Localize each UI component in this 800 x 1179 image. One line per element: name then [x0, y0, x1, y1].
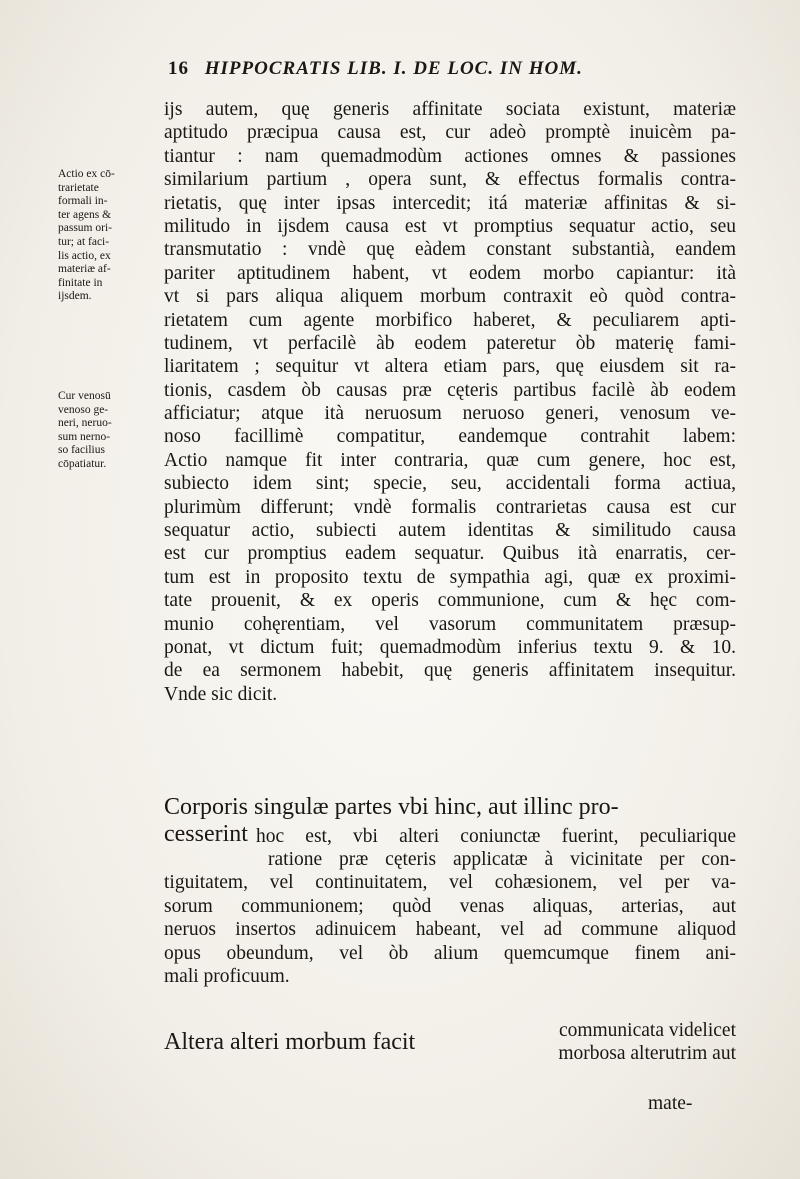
margin-line: tur; at faci-	[58, 235, 110, 248]
text-line: Vnde sic dicit.	[164, 683, 278, 705]
running-header	[168, 58, 728, 80]
text-line: militudo in ijsdem causa est vt promptius sequatur actio, seu	[164, 215, 736, 237]
text-line: tum est in proposito textu de sympathia agi, quæ ex proximi-	[164, 566, 736, 588]
lemma-line: tiguitatem, vel continuitatem, vel cohæsionem, vel per va-	[164, 872, 736, 894]
margin-line: Cur venosū	[58, 390, 111, 402]
text-line: rietatis, quę inter ipsas intercedit; itá materiæ affinitas & si-	[164, 192, 736, 214]
text-line: tiantur : nam quemadmodùm actiones omnes & passiones	[164, 145, 736, 167]
catchword: mate-	[648, 1093, 693, 1114]
margin-line: ter agens &	[58, 208, 112, 221]
text-line: liaritatem ; sequitur vt altera etiam pars, quę eiusdem sit ra-	[164, 356, 736, 378]
lemma-line: ratione præ cęteris applicatæ à vicinitate per con-	[268, 849, 736, 870]
text-line: transmutatio : vndè quę eàdem constant substantià, eandem	[164, 239, 736, 261]
lemma-gloss-start: hoc est, vbi alteri coniunctæ fuerint, peculiarique	[255, 826, 736, 847]
text-line: subiecto idem sint; specie, seu, accidentali forma actiua,	[164, 473, 736, 495]
lemma-line: neruos insertos adinuicem habeant, vel ad commune aliquod	[164, 919, 736, 941]
lemma-block-1	[164, 793, 736, 988]
lemma2-gloss-2: morbosa alterutrim aut	[558, 1043, 736, 1064]
text-line: de ea sermonem habebit, quę generis affinitatem insequitur.	[164, 660, 736, 682]
margin-line: trarietate	[58, 181, 99, 194]
margin-line: Actio ex cō-	[58, 168, 115, 180]
lemma2-gloss: communicata videlicet	[558, 1020, 736, 1041]
lemma-block-2	[164, 1014, 736, 1065]
text-line: similarium partium , opera sunt, & effectus formalis contra-	[164, 169, 736, 191]
main-text	[164, 98, 736, 706]
lemma-heading: Corporis singulæ partes vbi hinc, aut illinc pro-	[164, 794, 619, 820]
text-line: afficiatur; atque ità neruosum neruoso generi, venosum ve-	[164, 403, 736, 425]
text-line: aptitudo præcipua causa est, cur adeò promptè inuicèm pa-	[164, 122, 736, 144]
text-line: ijs autem, quę generis affinitate sociata existunt, materiæ	[164, 99, 736, 120]
margin-line: lis actio, ex	[58, 249, 111, 262]
page-number: 16	[168, 58, 189, 79]
text-line: est cur promptius eadem sequatur. Quibus ità enarratis, cer-	[164, 543, 736, 565]
lemma-line: mali proficuum.	[164, 966, 290, 988]
text-line: vt si pars aliqua aliquem morbum contraxit eò quòd contra-	[164, 286, 736, 308]
text-line: noso facillimè compatitur, eandemque contrahit labem:	[164, 426, 736, 448]
margin-note-1	[58, 168, 158, 304]
lemma-line: opus obeundum, vel òb alium quemcumque finem ani-	[164, 942, 736, 964]
margin-line: venoso ge-	[58, 403, 109, 416]
lemma-mixed-line	[164, 821, 736, 848]
margin-line: formali in-	[58, 195, 108, 208]
running-title: HIPPOCRATIS LIB. I. DE LOC. IN HOM.	[204, 58, 583, 79]
margin-line: so facilius	[58, 444, 105, 457]
lemma2-heading: Altera alteri morbum facit	[164, 1029, 416, 1055]
text-line: sequatur actio, subiecti autem identitas & similitudo causa	[164, 520, 736, 542]
text-line: tate prouenit, & ex operis communione, cum & hęc com-	[164, 590, 736, 612]
text-line: pariter aptitudinem habent, vt eodem morbo capiantur: ità	[164, 262, 736, 284]
margin-line: neri, neruo-	[58, 417, 112, 430]
text-line: tudinem, vt perfacilè àb eodem pateretur òb materię fami-	[164, 332, 736, 354]
margin-line: cōpatiatur.	[58, 457, 107, 470]
margin-line: ijsdem.	[58, 290, 92, 303]
text-line: Actio namque fit inter contraria, quæ cum genere, hoc est,	[164, 449, 736, 471]
text-line: munio cohęrentiam, vel vasorum communitatem præsup-	[164, 613, 736, 635]
text-line: ponat, vt dictum fuit; quemadmodùm inferius textu 9. & 10.	[164, 636, 736, 658]
lemma-line: sorum communionem; quòd venas aliquas, arterias, aut	[164, 895, 736, 917]
margin-line: passum ori-	[58, 222, 112, 235]
text-line: rietatem cum agente morbifico haberet, & peculiarem apti-	[164, 309, 736, 331]
text-line: tionis, casdem òb causas præ cęteris partibus facilè àb eodem	[164, 379, 736, 401]
margin-line: sum nerno-	[58, 430, 111, 443]
text-line: plurimùm differunt; vndè formalis contrarietas causa est cur	[164, 496, 736, 518]
margin-line: materiæ af-	[58, 263, 111, 276]
margin-line: finitate in	[58, 276, 103, 289]
lemma-heading-end: cesserint	[164, 821, 248, 847]
margin-note-2	[58, 390, 158, 472]
